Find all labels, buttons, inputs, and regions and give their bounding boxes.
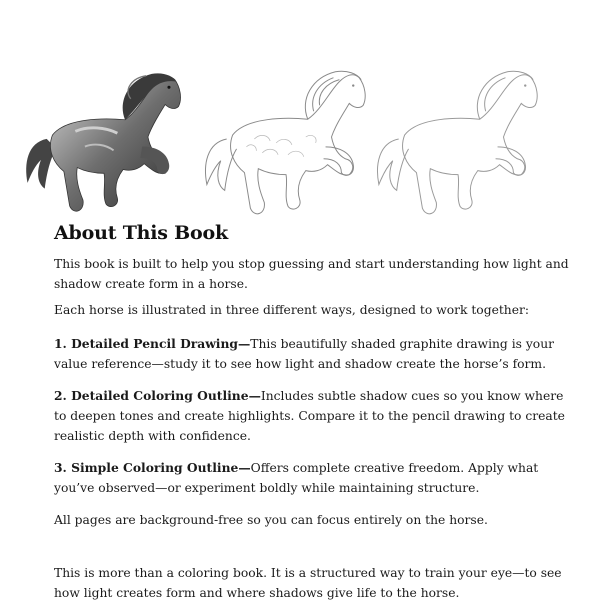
detailed-outline-horse-image [196,48,376,226]
item-text: This beautifully shaded graphite drawing is your value reference—study it to see how light and shadow create the horse’s form. [54,337,555,371]
item-title: 1. Detailed Pencil Drawing— [54,336,251,351]
horse-illustrations [18,48,558,226]
list-item [54,458,574,498]
intro-paragraph: This book is built to help you stop guessing and start understanding how light and shadow create form in a horse. [54,257,569,291]
item-title: 2. Detailed Coloring Outline— [54,388,261,403]
item-title: 3. Simple Coloring Outline— [54,460,251,475]
simple-outline-horse-image [368,48,548,226]
intro-paragraph: Each horse is illustrated in three different ways, designed to work together: [54,303,530,317]
page-title: About This Book [54,222,228,244]
item-text: Includes subtle shadow cues so you know where to deepen tones and create highlights. Compare it to the pencil drawing to create realistic depth with confidence. [54,389,565,443]
closing-paragraph: This is more than a coloring book. It is a structured way to train your eye—to see how light creates form and where shadows give life to the horse. [54,566,562,600]
list-item [54,386,574,446]
pencil-drawing-horse-image [18,48,190,226]
list-item [54,334,574,374]
item-text: Offers complete creative freedom. Apply what you’ve observed—or experiment boldly while maintaining structure. [54,461,539,495]
note-paragraph: All pages are background-free so you can focus entirely on the horse. [54,513,488,527]
book-description [54,254,574,603]
